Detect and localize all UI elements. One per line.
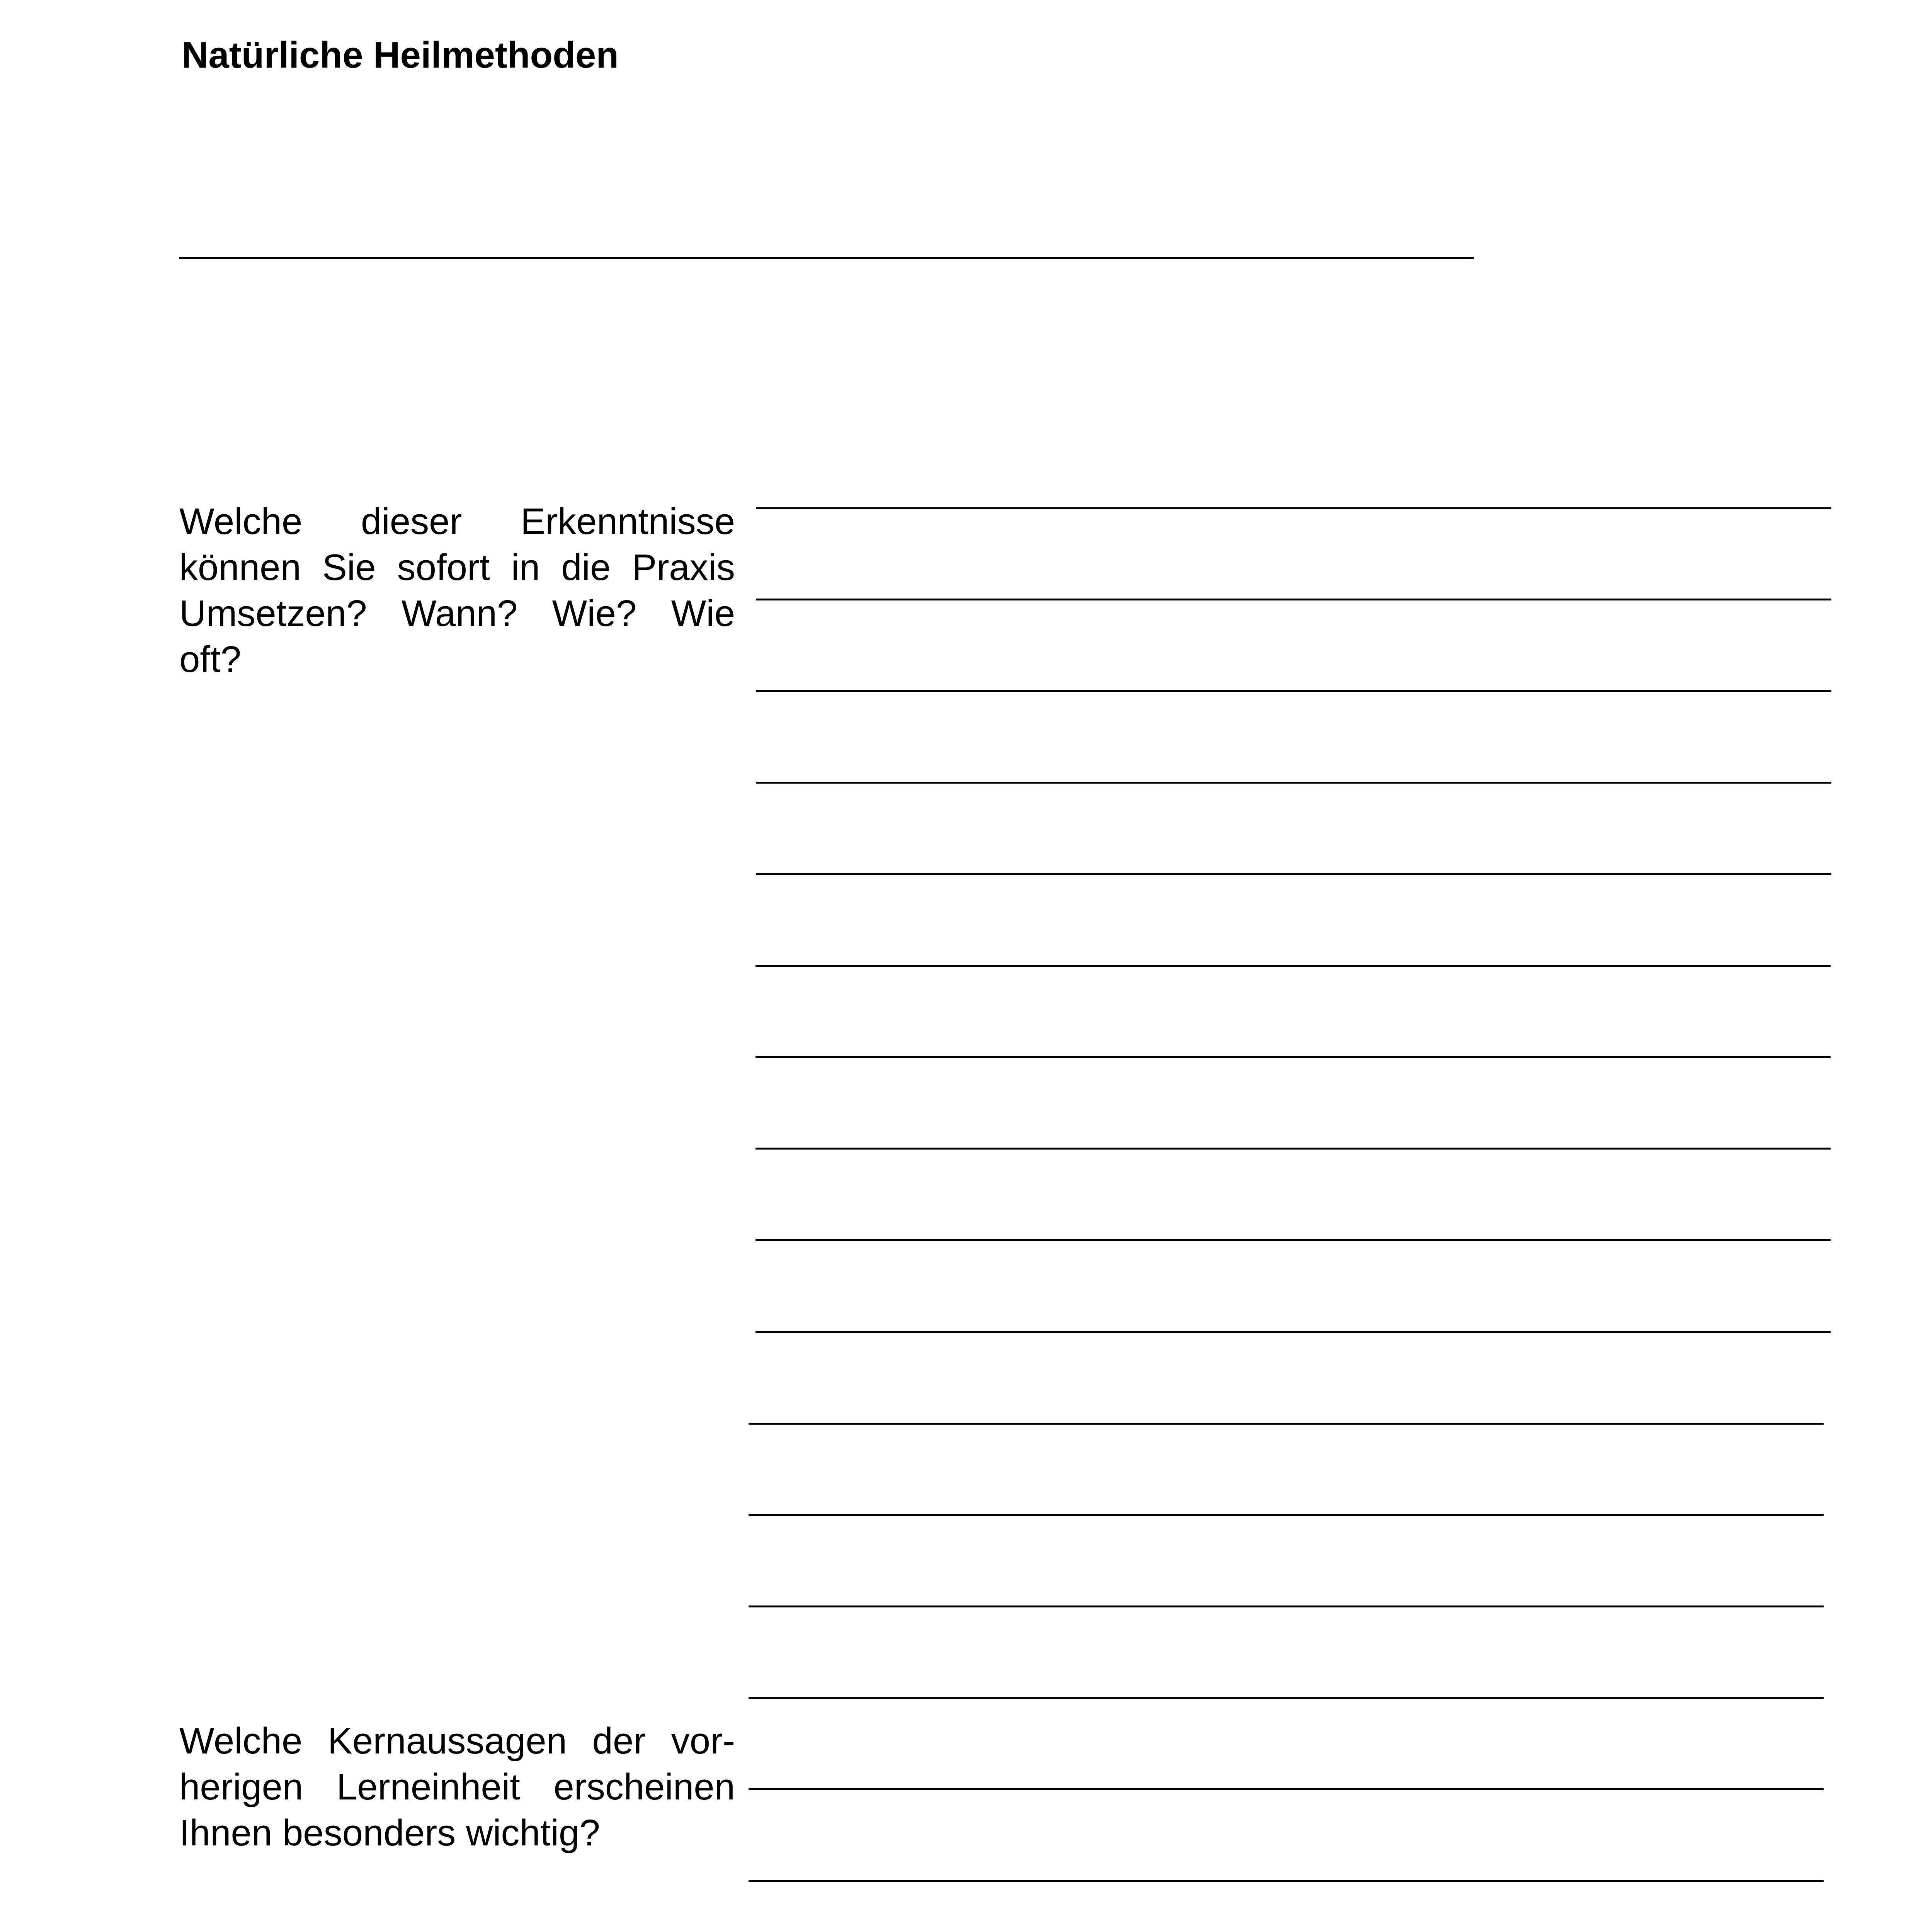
answer-line[interactable]	[756, 690, 1831, 692]
answer-line[interactable]	[756, 599, 1831, 600]
question-2-line: Welche Kernaussagen der vor-	[179, 1720, 735, 1762]
page-header-title: Natürliche Heilmethoden	[182, 34, 619, 76]
question-1-line: Umsetzen? Wann? Wie? Wie	[179, 593, 735, 634]
answer-line[interactable]	[749, 1880, 1824, 1882]
question-2-line: Ihnen besonders wichtig?	[179, 1812, 600, 1854]
answer-line[interactable]	[756, 873, 1831, 875]
question-1-line: Welche dieser Erkenntnisse	[179, 501, 735, 542]
answer-line[interactable]	[756, 965, 1831, 967]
answer-line[interactable]	[749, 1423, 1824, 1425]
answer-line[interactable]	[756, 1056, 1831, 1058]
answer-line[interactable]	[756, 507, 1831, 509]
answer-line[interactable]	[756, 1148, 1831, 1150]
answer-line[interactable]	[749, 1514, 1824, 1516]
answer-line[interactable]	[749, 1605, 1824, 1607]
question-2-line: herigen Lerneinheit erscheinen	[179, 1766, 735, 1808]
answer-line[interactable]	[756, 1239, 1831, 1241]
answer-line[interactable]	[756, 1331, 1831, 1333]
question-1-line: oft?	[179, 639, 242, 680]
answer-line[interactable]	[749, 1788, 1824, 1790]
question-2	[179, 1718, 735, 1856]
header-divider	[179, 257, 1474, 259]
question-1-line: können Sie sofort in die Praxis	[179, 547, 735, 588]
question-1	[179, 498, 735, 682]
answer-line[interactable]	[756, 782, 1831, 784]
answer-line[interactable]	[749, 1697, 1824, 1699]
